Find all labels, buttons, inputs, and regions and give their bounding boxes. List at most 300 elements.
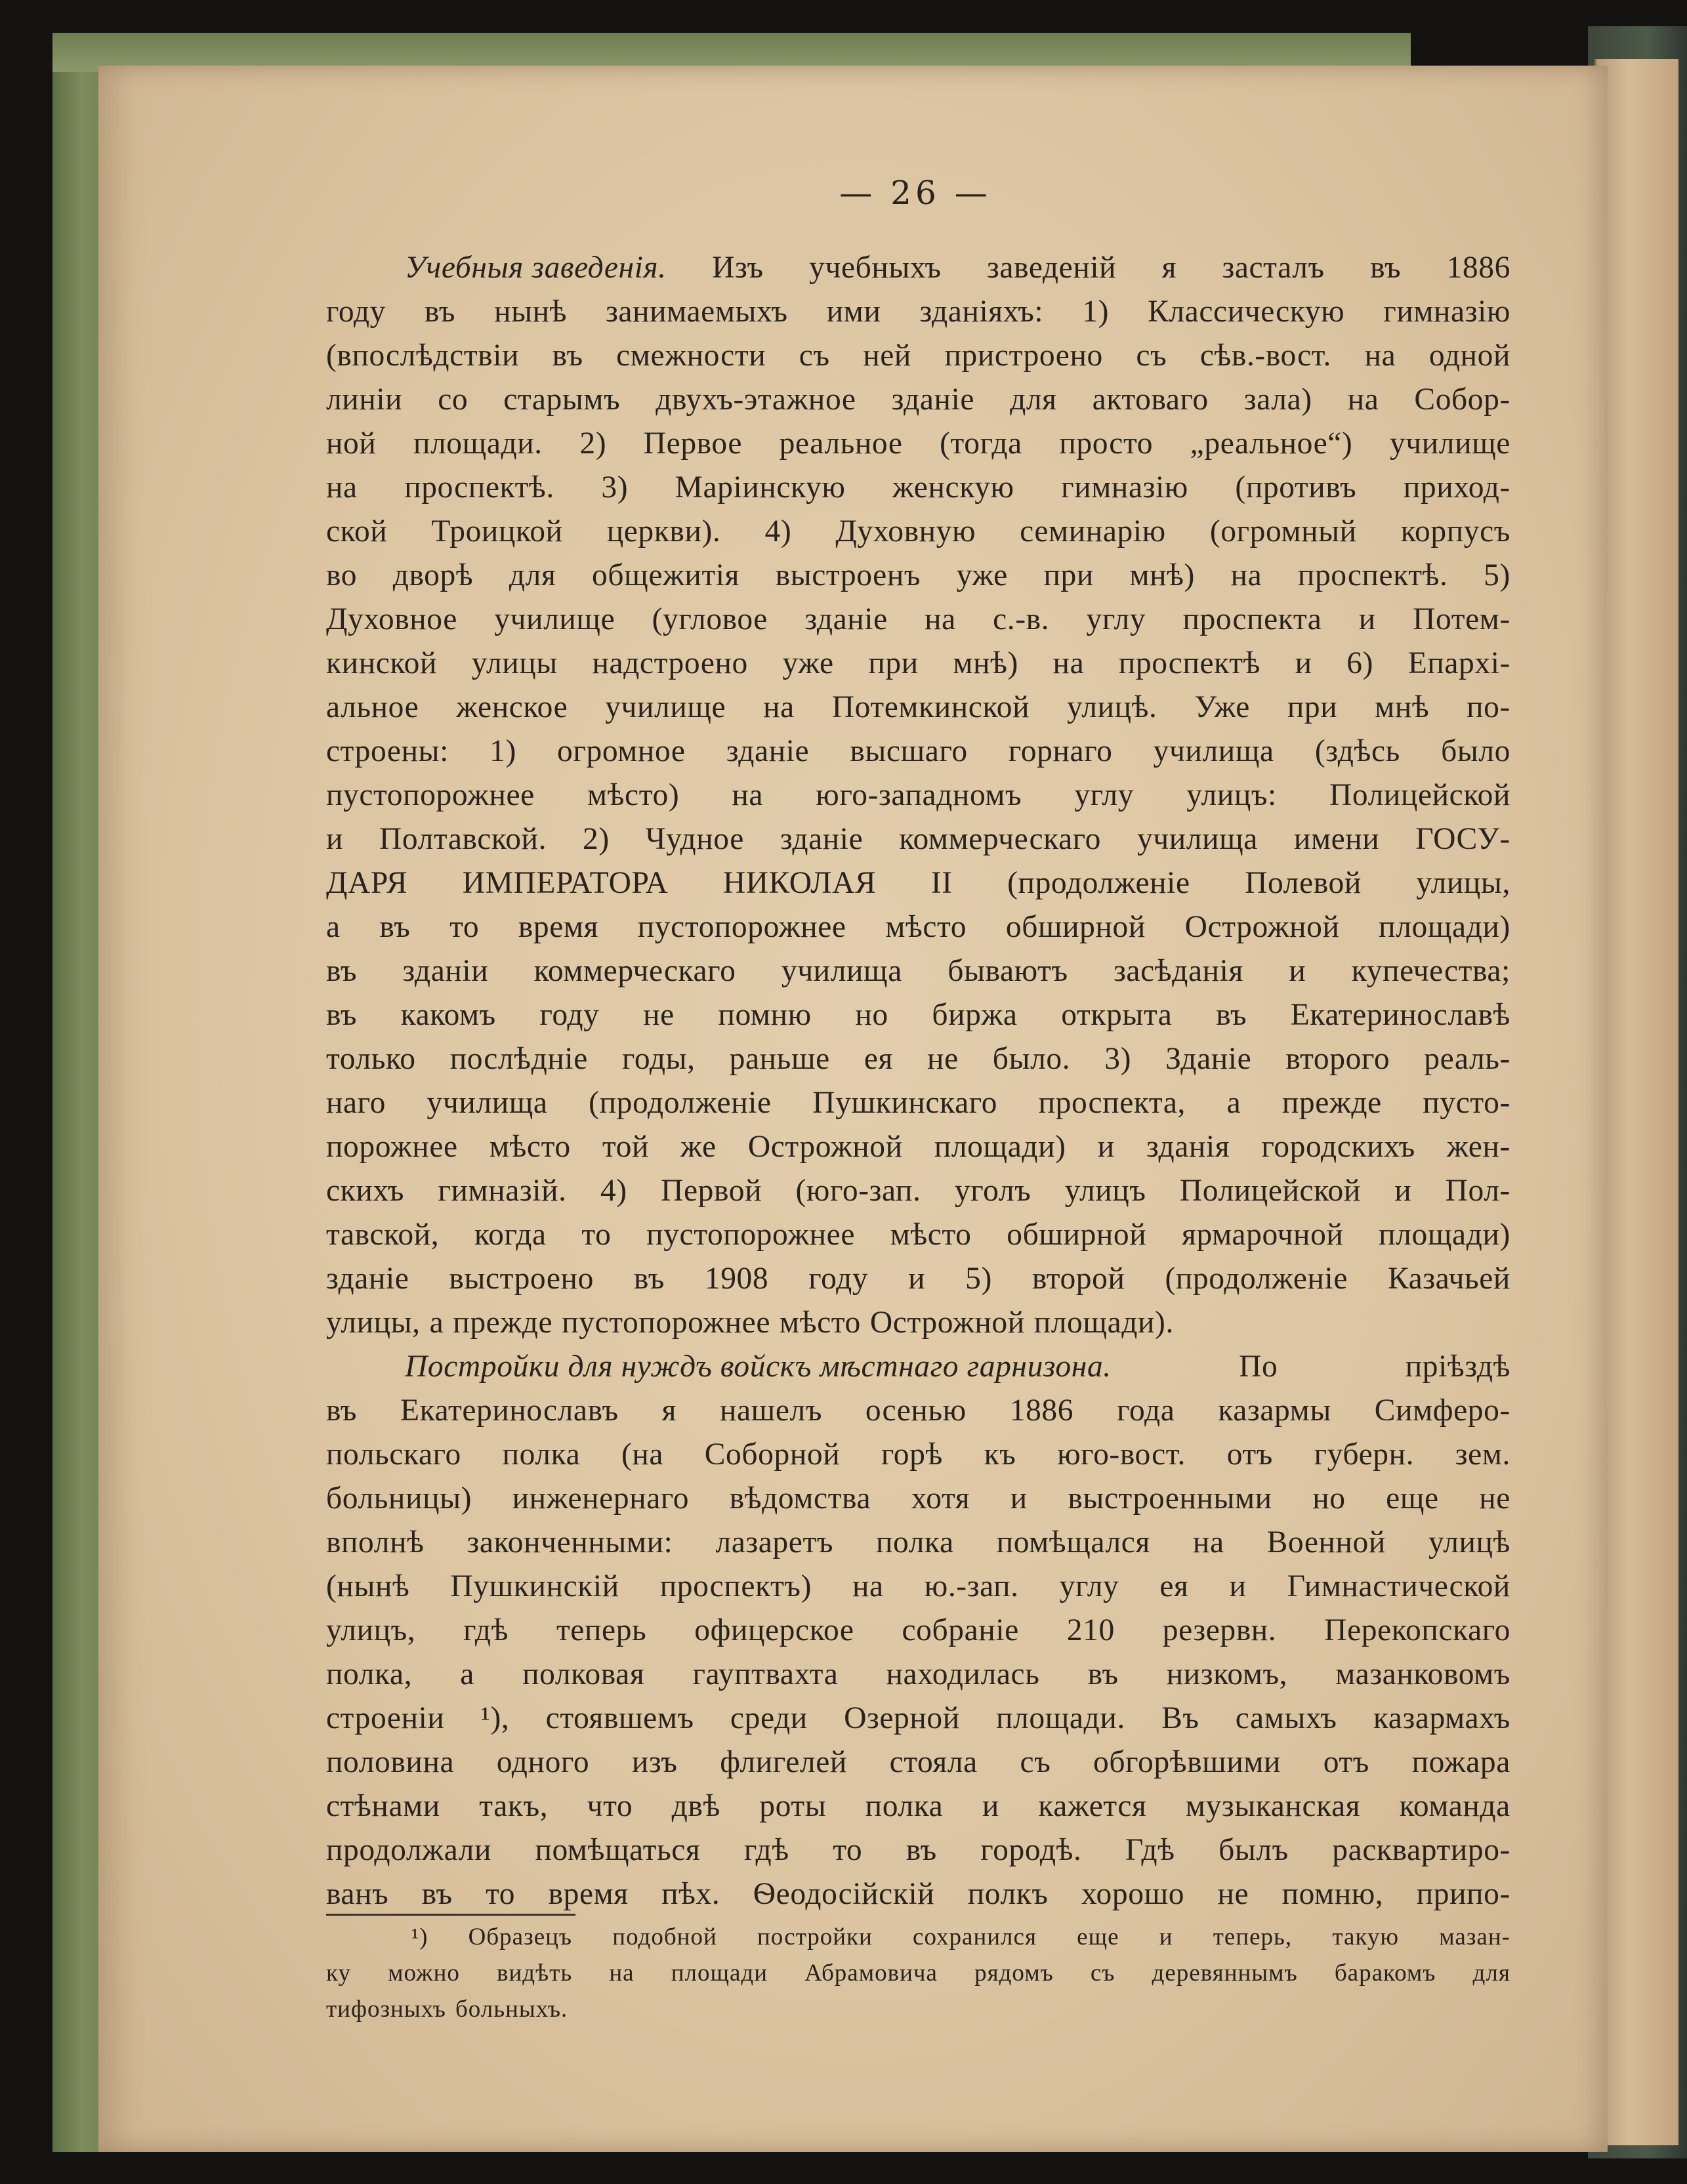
word: самыхъ bbox=[1235, 1701, 1337, 1735]
word: ю.-зап. bbox=[924, 1569, 1019, 1603]
word: я bbox=[661, 1393, 677, 1428]
word: гдѣ bbox=[743, 1833, 789, 1867]
word: отъ bbox=[1323, 1745, 1369, 1779]
word: 1886 bbox=[1009, 1393, 1074, 1428]
word: не bbox=[927, 1042, 959, 1076]
word: но bbox=[855, 998, 888, 1032]
word: на bbox=[732, 778, 764, 812]
word: Острожной bbox=[747, 1130, 903, 1164]
word: уже bbox=[782, 646, 834, 680]
word: пустопорожнее bbox=[562, 1306, 771, 1340]
word: 210 bbox=[1066, 1613, 1115, 1647]
word: 1) bbox=[1082, 295, 1110, 329]
word: (здѣсь bbox=[1314, 734, 1400, 768]
word: зданіяхъ: bbox=[919, 295, 1044, 329]
word: послѣдніе bbox=[449, 1042, 588, 1076]
word: то bbox=[581, 1218, 612, 1252]
word: высшаго bbox=[850, 734, 968, 768]
word: общежитія bbox=[592, 558, 740, 592]
word: въ bbox=[379, 910, 411, 944]
text-line bbox=[326, 773, 1510, 817]
text-line bbox=[326, 510, 1510, 554]
word: осенью bbox=[865, 1393, 967, 1428]
word: училища bbox=[1136, 822, 1258, 856]
word: флигелей bbox=[720, 1745, 847, 1779]
word: гауптвахта bbox=[692, 1657, 839, 1691]
word: изъ bbox=[631, 1745, 678, 1779]
word: и bbox=[1010, 1481, 1028, 1515]
word: въ bbox=[906, 1833, 937, 1867]
word: горнаго bbox=[1008, 734, 1113, 768]
word: жен- bbox=[1446, 1130, 1510, 1164]
word: улицы, bbox=[1416, 866, 1510, 900]
word: 4) bbox=[600, 1174, 627, 1208]
word: съ bbox=[1090, 1960, 1115, 1987]
word: Симферо- bbox=[1374, 1393, 1510, 1428]
text-line bbox=[326, 1653, 1510, 1697]
word: училища bbox=[1153, 734, 1274, 768]
word: отъ bbox=[1226, 1437, 1273, 1472]
word: обширной bbox=[1005, 910, 1146, 944]
word: второй bbox=[1031, 1262, 1125, 1296]
word: улицѣ bbox=[1428, 1525, 1510, 1559]
word: смежности bbox=[616, 339, 766, 373]
word: учебныхъ bbox=[809, 251, 942, 285]
word: коммерческаго bbox=[533, 954, 736, 988]
text-line bbox=[326, 466, 1510, 510]
word: углу bbox=[1086, 602, 1146, 636]
word: (продолженіе bbox=[1007, 866, 1190, 900]
word: при bbox=[1287, 690, 1338, 724]
text-line bbox=[326, 1784, 1510, 1828]
word: подобной bbox=[612, 1924, 717, 1950]
word: строены: bbox=[326, 734, 449, 768]
word: нынѣ bbox=[494, 295, 568, 329]
word: двухъ-этажное bbox=[656, 382, 856, 417]
word: расквартиро- bbox=[1332, 1833, 1510, 1867]
word: зданія bbox=[1146, 1130, 1230, 1164]
text-line bbox=[326, 1125, 1510, 1169]
word: линіи bbox=[326, 382, 403, 417]
word: Полтавской. bbox=[379, 822, 547, 856]
word: площади). bbox=[1033, 1306, 1174, 1340]
word: и bbox=[1358, 602, 1376, 636]
word: музыканская bbox=[1185, 1789, 1361, 1823]
text-line bbox=[326, 1433, 1510, 1477]
word: время bbox=[548, 1877, 629, 1911]
word: училища bbox=[781, 954, 902, 988]
word: пожара bbox=[1411, 1745, 1510, 1779]
text-line bbox=[326, 1697, 1510, 1741]
word: Соборной bbox=[704, 1437, 841, 1472]
word: рядомъ bbox=[974, 1960, 1054, 1987]
word: казармы bbox=[1218, 1393, 1331, 1428]
word: Въ bbox=[1161, 1701, 1199, 1735]
word: ея bbox=[864, 1042, 893, 1076]
word: городскихъ bbox=[1261, 1130, 1415, 1164]
word: проспектѣ. bbox=[404, 470, 554, 505]
word: полка bbox=[502, 1437, 581, 1472]
word: Пушкинскій bbox=[450, 1569, 619, 1603]
word: инженернаго bbox=[512, 1481, 690, 1515]
word: женскую bbox=[892, 470, 1014, 505]
text-line bbox=[326, 1477, 1510, 1521]
section-heading: Учебныя заведенія. bbox=[405, 251, 667, 285]
word: училище bbox=[494, 602, 615, 636]
word: Классическую bbox=[1148, 295, 1345, 329]
word: (продолженіе bbox=[589, 1086, 772, 1120]
word: реальное bbox=[779, 426, 903, 461]
word: Екатеринославъ bbox=[400, 1393, 619, 1428]
word: Потем- bbox=[1413, 602, 1510, 636]
word: помню, bbox=[1281, 1877, 1384, 1911]
word: Первой bbox=[661, 1174, 762, 1208]
page-number: — 26 — bbox=[839, 174, 991, 212]
body-text bbox=[326, 246, 1510, 1916]
word: Епархі- bbox=[1407, 646, 1510, 680]
word: строеніи bbox=[326, 1701, 445, 1735]
word: въ bbox=[326, 1393, 358, 1428]
word: 4) bbox=[764, 514, 792, 548]
word: въ bbox=[1216, 998, 1247, 1032]
word: училище bbox=[605, 690, 726, 724]
word: выстроенными bbox=[1068, 1481, 1272, 1515]
text-line bbox=[326, 554, 1510, 598]
word: время bbox=[518, 910, 599, 944]
word: гимназій. bbox=[438, 1174, 567, 1208]
word: (впослѣдствіи bbox=[326, 339, 520, 373]
word: только bbox=[326, 1042, 416, 1076]
word: низкомъ, bbox=[1166, 1657, 1288, 1691]
text-line bbox=[326, 378, 1510, 422]
word: мнѣ) bbox=[953, 646, 1018, 680]
word: то bbox=[486, 1877, 516, 1911]
word: полкъ bbox=[967, 1877, 1049, 1911]
word: тифозныхъ bbox=[326, 1996, 446, 2023]
word: зданіе bbox=[326, 1262, 409, 1296]
word: было. bbox=[992, 1042, 1071, 1076]
word: въ bbox=[326, 998, 358, 1032]
word: ¹) bbox=[411, 1924, 428, 1950]
word: пѣх. bbox=[661, 1877, 720, 1911]
word: и bbox=[1159, 1924, 1173, 1950]
word: семинарію bbox=[1020, 514, 1166, 548]
word: такую bbox=[1332, 1924, 1400, 1950]
word: въ bbox=[1087, 1657, 1119, 1691]
word: скихъ bbox=[326, 1174, 405, 1208]
word: на bbox=[1192, 1525, 1224, 1559]
word: полка, bbox=[326, 1657, 413, 1691]
word: теперь, bbox=[1213, 1924, 1293, 1950]
word: полка bbox=[865, 1789, 944, 1823]
word: занимаемыхъ bbox=[606, 295, 788, 329]
word: офицерское bbox=[694, 1613, 854, 1647]
word: ку bbox=[326, 1960, 351, 1987]
word: засѣданія bbox=[1114, 954, 1243, 988]
word: зданіе bbox=[726, 734, 810, 768]
word: на bbox=[1364, 339, 1396, 373]
word: хорошо bbox=[1081, 1877, 1185, 1911]
word: ими bbox=[826, 295, 881, 329]
word: кажется bbox=[1038, 1789, 1147, 1823]
text-line bbox=[326, 861, 1510, 905]
word: засталъ bbox=[1222, 251, 1325, 285]
word: ярмарочной bbox=[1182, 1218, 1344, 1252]
word: а bbox=[326, 910, 341, 944]
word: а bbox=[1226, 1086, 1241, 1120]
word: Острожной bbox=[1184, 910, 1340, 944]
word: (юго-зап. bbox=[795, 1174, 921, 1208]
word: а bbox=[460, 1657, 474, 1691]
text-line bbox=[326, 1741, 1510, 1784]
word: корпусъ bbox=[1400, 514, 1510, 548]
word: углу bbox=[1059, 1569, 1119, 1603]
word: но bbox=[1312, 1481, 1346, 1515]
word: а bbox=[429, 1306, 444, 1340]
word: Полицейской bbox=[1329, 778, 1510, 812]
word: улицъ, bbox=[326, 1613, 416, 1647]
word: и bbox=[908, 1262, 926, 1296]
word: резервн. bbox=[1162, 1613, 1277, 1647]
word: Екатеринославѣ bbox=[1290, 998, 1510, 1032]
word: училища bbox=[427, 1086, 548, 1120]
word: полка bbox=[875, 1525, 954, 1559]
word: 3) bbox=[601, 470, 629, 505]
word: роты bbox=[759, 1789, 827, 1823]
word: приход- bbox=[1403, 470, 1510, 505]
footnote bbox=[326, 1919, 1510, 2027]
text-line bbox=[326, 1872, 1510, 1916]
word: мнѣ) bbox=[1129, 558, 1195, 592]
word: мѣсто bbox=[780, 1306, 861, 1340]
word: (на bbox=[621, 1437, 664, 1472]
text-line bbox=[326, 422, 1510, 466]
word: огромное bbox=[557, 734, 686, 768]
word: и bbox=[1295, 646, 1312, 680]
word: Маріинскую bbox=[675, 470, 846, 505]
section-heading: Постройки для нуждъ войскъ мѣстнаго гарнизона. bbox=[405, 1350, 1112, 1384]
word: для bbox=[1010, 382, 1057, 417]
word: уголъ bbox=[954, 1174, 1031, 1208]
word: проспектъ) bbox=[659, 1569, 812, 1603]
word: (противъ bbox=[1235, 470, 1357, 505]
word: въ bbox=[421, 1877, 453, 1911]
word: старымъ bbox=[503, 382, 621, 417]
word: законченными: bbox=[467, 1525, 673, 1559]
word: „реальное“) bbox=[1190, 426, 1353, 461]
word: со bbox=[438, 382, 469, 417]
word: кинской bbox=[326, 646, 438, 680]
word: пусто- bbox=[1423, 1086, 1510, 1120]
word: не bbox=[1479, 1481, 1510, 1515]
footnote-line bbox=[326, 1991, 1510, 2027]
word: раньше bbox=[729, 1042, 830, 1076]
word: площади) bbox=[1379, 910, 1510, 944]
word: открыта bbox=[1061, 998, 1173, 1032]
word: постройки bbox=[757, 1924, 873, 1950]
word: ской bbox=[326, 514, 388, 548]
word: года bbox=[1117, 1393, 1175, 1428]
word: горѣ bbox=[881, 1437, 943, 1472]
text-line bbox=[326, 730, 1510, 773]
text-line bbox=[326, 1037, 1510, 1081]
word: и bbox=[982, 1789, 999, 1823]
word: 2) bbox=[582, 822, 610, 856]
word: зала) bbox=[1243, 382, 1312, 417]
text-line bbox=[326, 290, 1510, 334]
text-line bbox=[326, 1521, 1510, 1565]
word: площади) bbox=[934, 1130, 1066, 1164]
word: одного bbox=[496, 1745, 590, 1779]
word: проспекта, bbox=[1038, 1086, 1186, 1120]
word: проспектѣ. bbox=[1297, 558, 1448, 592]
word: на bbox=[326, 470, 358, 505]
word: улицѣ. bbox=[1067, 690, 1157, 724]
word: 1886 bbox=[1446, 251, 1510, 285]
text-line bbox=[326, 1565, 1510, 1609]
word: такъ, bbox=[479, 1789, 549, 1823]
word: одной bbox=[1428, 339, 1510, 373]
word: двѣ bbox=[671, 1789, 720, 1823]
word: (нынѣ bbox=[326, 1569, 410, 1603]
word: и bbox=[1229, 1569, 1247, 1603]
word: юго-вост. bbox=[1057, 1437, 1186, 1472]
word: Озерной bbox=[844, 1701, 960, 1735]
word: въ bbox=[552, 339, 583, 373]
word: актоваго bbox=[1092, 382, 1209, 417]
word: гимназію bbox=[1383, 295, 1510, 329]
word: 2) bbox=[579, 426, 607, 461]
word: году bbox=[539, 998, 600, 1032]
word: Гимнастической bbox=[1287, 1569, 1510, 1603]
word: помѣщался bbox=[996, 1525, 1150, 1559]
word: же bbox=[680, 1130, 717, 1164]
text-line bbox=[326, 1081, 1510, 1125]
word: во bbox=[326, 558, 358, 592]
text-line bbox=[326, 1213, 1510, 1257]
word: (тогда bbox=[940, 426, 1022, 461]
word: Чудное bbox=[645, 822, 744, 856]
word: пустопорожнее bbox=[326, 778, 535, 812]
word: годы, bbox=[621, 1042, 696, 1076]
word: зданіе bbox=[780, 822, 864, 856]
word: зданіе bbox=[891, 382, 975, 417]
word: тавской, bbox=[326, 1218, 440, 1252]
word: Ѳеодосійскій bbox=[753, 1877, 935, 1911]
word: сѣв.-вост. bbox=[1199, 339, 1332, 373]
word: вполнѣ bbox=[326, 1525, 425, 1559]
word: въ bbox=[425, 295, 456, 329]
word: для bbox=[509, 558, 556, 592]
word: команда bbox=[1399, 1789, 1510, 1823]
word: ГОСУ- bbox=[1415, 822, 1510, 856]
word: гдѣ bbox=[463, 1613, 509, 1647]
word: улицы bbox=[471, 646, 558, 680]
word: собраніе bbox=[902, 1613, 1019, 1647]
word: мнѣ bbox=[1375, 690, 1430, 724]
word: женское bbox=[456, 690, 568, 724]
word: губерн. bbox=[1314, 1437, 1415, 1472]
word: Перекопскаго bbox=[1324, 1613, 1510, 1647]
word: пріѣздѣ bbox=[1405, 1350, 1510, 1384]
word: на bbox=[1230, 558, 1262, 592]
word: на bbox=[609, 1960, 635, 1987]
word: стоявшемъ bbox=[545, 1701, 694, 1735]
word: гимназію bbox=[1061, 470, 1188, 505]
word: съ bbox=[799, 339, 830, 373]
word: теперь bbox=[556, 1613, 647, 1647]
word: пустопорожнее bbox=[646, 1218, 855, 1252]
word: еще bbox=[1386, 1481, 1439, 1515]
word: въ bbox=[326, 954, 358, 988]
word: на bbox=[1052, 646, 1085, 680]
word: улицъ: bbox=[1186, 778, 1277, 812]
word: то bbox=[833, 1833, 863, 1867]
word: (угловое bbox=[652, 602, 768, 636]
word: бываютъ bbox=[948, 954, 1068, 988]
text-line bbox=[326, 1609, 1510, 1653]
word: Троицкой bbox=[431, 514, 563, 548]
word: Гдѣ bbox=[1125, 1833, 1175, 1867]
word: мѣсто bbox=[890, 1218, 972, 1252]
word: ной bbox=[326, 426, 377, 461]
word: году bbox=[808, 1262, 869, 1296]
word: порожнее bbox=[326, 1130, 458, 1164]
word: площади. bbox=[996, 1701, 1125, 1735]
word: городѣ. bbox=[980, 1833, 1082, 1867]
text-line bbox=[326, 334, 1510, 378]
word: Пол- bbox=[1445, 1174, 1510, 1208]
word: находилась bbox=[886, 1657, 1040, 1691]
word: пустопорожнее bbox=[637, 910, 846, 944]
word: мазан- bbox=[1439, 1924, 1510, 1950]
word: Первое bbox=[643, 426, 743, 461]
word: прежде bbox=[1281, 1086, 1382, 1120]
word: улицы, bbox=[326, 1306, 421, 1340]
word: не bbox=[1217, 1877, 1249, 1911]
word: ¹), bbox=[480, 1701, 510, 1735]
word: реаль- bbox=[1424, 1042, 1510, 1076]
word: надстроено bbox=[592, 646, 748, 680]
word: Острожной bbox=[869, 1306, 1025, 1340]
word: 3) bbox=[1104, 1042, 1132, 1076]
word: имени bbox=[1293, 822, 1380, 856]
word: баракомъ bbox=[1334, 1960, 1436, 1987]
word: году bbox=[326, 295, 386, 329]
word: заведеній bbox=[987, 251, 1117, 285]
word: больныхъ. bbox=[455, 1996, 568, 2023]
word: казармахъ bbox=[1373, 1701, 1510, 1735]
word: проспекта bbox=[1182, 602, 1322, 636]
word: съ bbox=[1020, 1745, 1051, 1779]
word: ея bbox=[1159, 1569, 1189, 1603]
word: Военной bbox=[1266, 1525, 1386, 1559]
word: коммерческаго bbox=[899, 822, 1102, 856]
word: помню bbox=[718, 998, 812, 1032]
word: с.-в. bbox=[993, 602, 1050, 636]
word: 1) bbox=[489, 734, 516, 768]
word: (огромный bbox=[1209, 514, 1357, 548]
text-line bbox=[326, 993, 1510, 1037]
word: мѣсто bbox=[885, 910, 967, 944]
word: на bbox=[763, 690, 795, 724]
word: обгорѣвшими bbox=[1093, 1745, 1281, 1779]
word: прежде bbox=[453, 1306, 553, 1340]
word: лазаретъ bbox=[715, 1525, 833, 1559]
footnote-line bbox=[326, 1955, 1510, 1991]
word: дворѣ bbox=[392, 558, 474, 592]
word: польскаго bbox=[326, 1437, 461, 1472]
